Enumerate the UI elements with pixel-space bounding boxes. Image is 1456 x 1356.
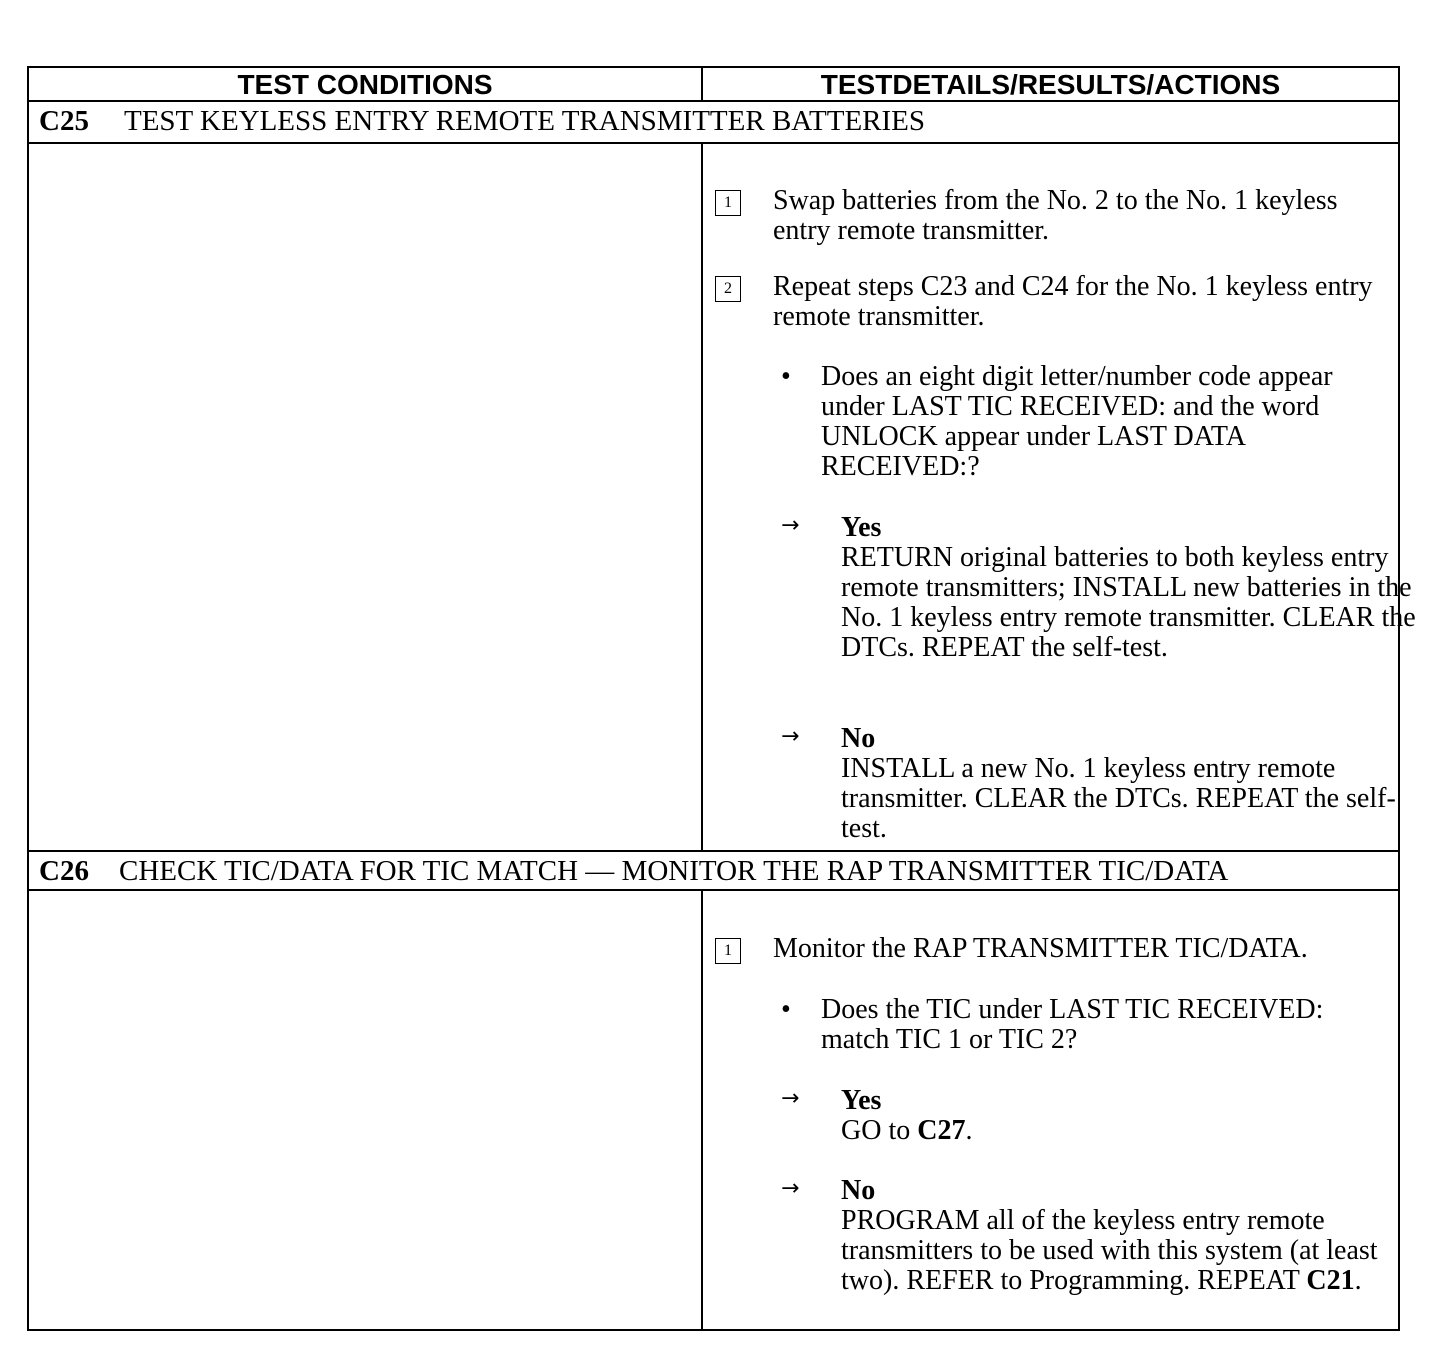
step-reference: C27: [917, 1115, 966, 1146]
step-number-box: 1: [715, 190, 741, 216]
answer-text: INSTALL a new No. 1 keyless entry remote transmitter. CLEAR the DTCs. REPEAT the self-test.: [841, 753, 1396, 844]
diagnostic-table: [27, 66, 1416, 1331]
step-text: Repeat steps C23 and C24 for the No. 1 keyless entry remote transmitter.: [773, 271, 1373, 332]
table-header: [29, 68, 1398, 102]
section-id: C25: [39, 105, 89, 137]
test-conditions-cell: [29, 144, 703, 850]
answer-text-post: .: [1354, 1265, 1362, 1296]
section-body-c25: [29, 144, 1398, 850]
test-conditions-cell: [29, 891, 703, 1329]
answer-label: Yes: [841, 1085, 882, 1116]
answer-label: No: [841, 723, 876, 754]
section-id: C26: [39, 855, 89, 887]
section-header-c26: [29, 850, 1398, 891]
question-text: Does an eight digit letter/number code appear under LAST TIC RECEIVED: and the word UNLOCK appear under LAST DATA RECEIVED:?: [821, 361, 1333, 482]
answer-text: RETURN original batteries to both keyless entry remote transmitters; INSTALL new batteries in the No. 1 keyless entry remote transmitter. CLEAR the DTCs. REPEAT the self-test.: [841, 542, 1416, 663]
step-text: Monitor the RAP TRANSMITTER TIC/DATA.: [773, 933, 1308, 964]
answer-label: No: [841, 1175, 876, 1206]
answer-text-pre: GO to: [841, 1115, 918, 1146]
bullet-icon: •: [781, 361, 791, 392]
section-title: CHECK TIC/DATA FOR TIC MATCH — MONITOR THE RAP TRANSMITTER TIC/DATA: [119, 855, 1229, 887]
question-text: Does the TIC under LAST TIC RECEIVED: match TIC 1 or TIC 2?: [821, 994, 1324, 1055]
step-text: Swap batteries from the No. 2 to the No. 1 keyless entry remote transmitter.: [773, 185, 1338, 246]
section-title: TEST KEYLESS ENTRY REMOTE TRANSMITTER BATTERIES: [124, 105, 926, 137]
answer-text-pre: PROGRAM all of the keyless entry remote transmitters to be used with this system (at least two). REFER to Programming. REPEAT: [841, 1205, 1378, 1296]
arrow-right-icon: →: [781, 724, 800, 749]
answer-text-post: .: [965, 1115, 973, 1146]
header-test-details: TESTDETAILS/RESULTS/ACTIONS: [820, 69, 1281, 100]
section-header-c25: [29, 102, 1398, 144]
header-test-conditions: TEST CONDITIONS: [29, 68, 703, 100]
answer-text: [841, 1206, 1421, 1296]
arrow-right-icon: →: [781, 513, 800, 538]
answer-text: [841, 1116, 1421, 1146]
step-reference: C21: [1306, 1265, 1355, 1296]
step-number-box: 1: [715, 938, 741, 964]
arrow-right-icon: →: [781, 1176, 800, 1201]
bullet-icon: •: [781, 994, 791, 1025]
answer-label: Yes: [841, 512, 882, 543]
step-number-box: 2: [715, 276, 741, 302]
arrow-right-icon: →: [781, 1086, 800, 1111]
